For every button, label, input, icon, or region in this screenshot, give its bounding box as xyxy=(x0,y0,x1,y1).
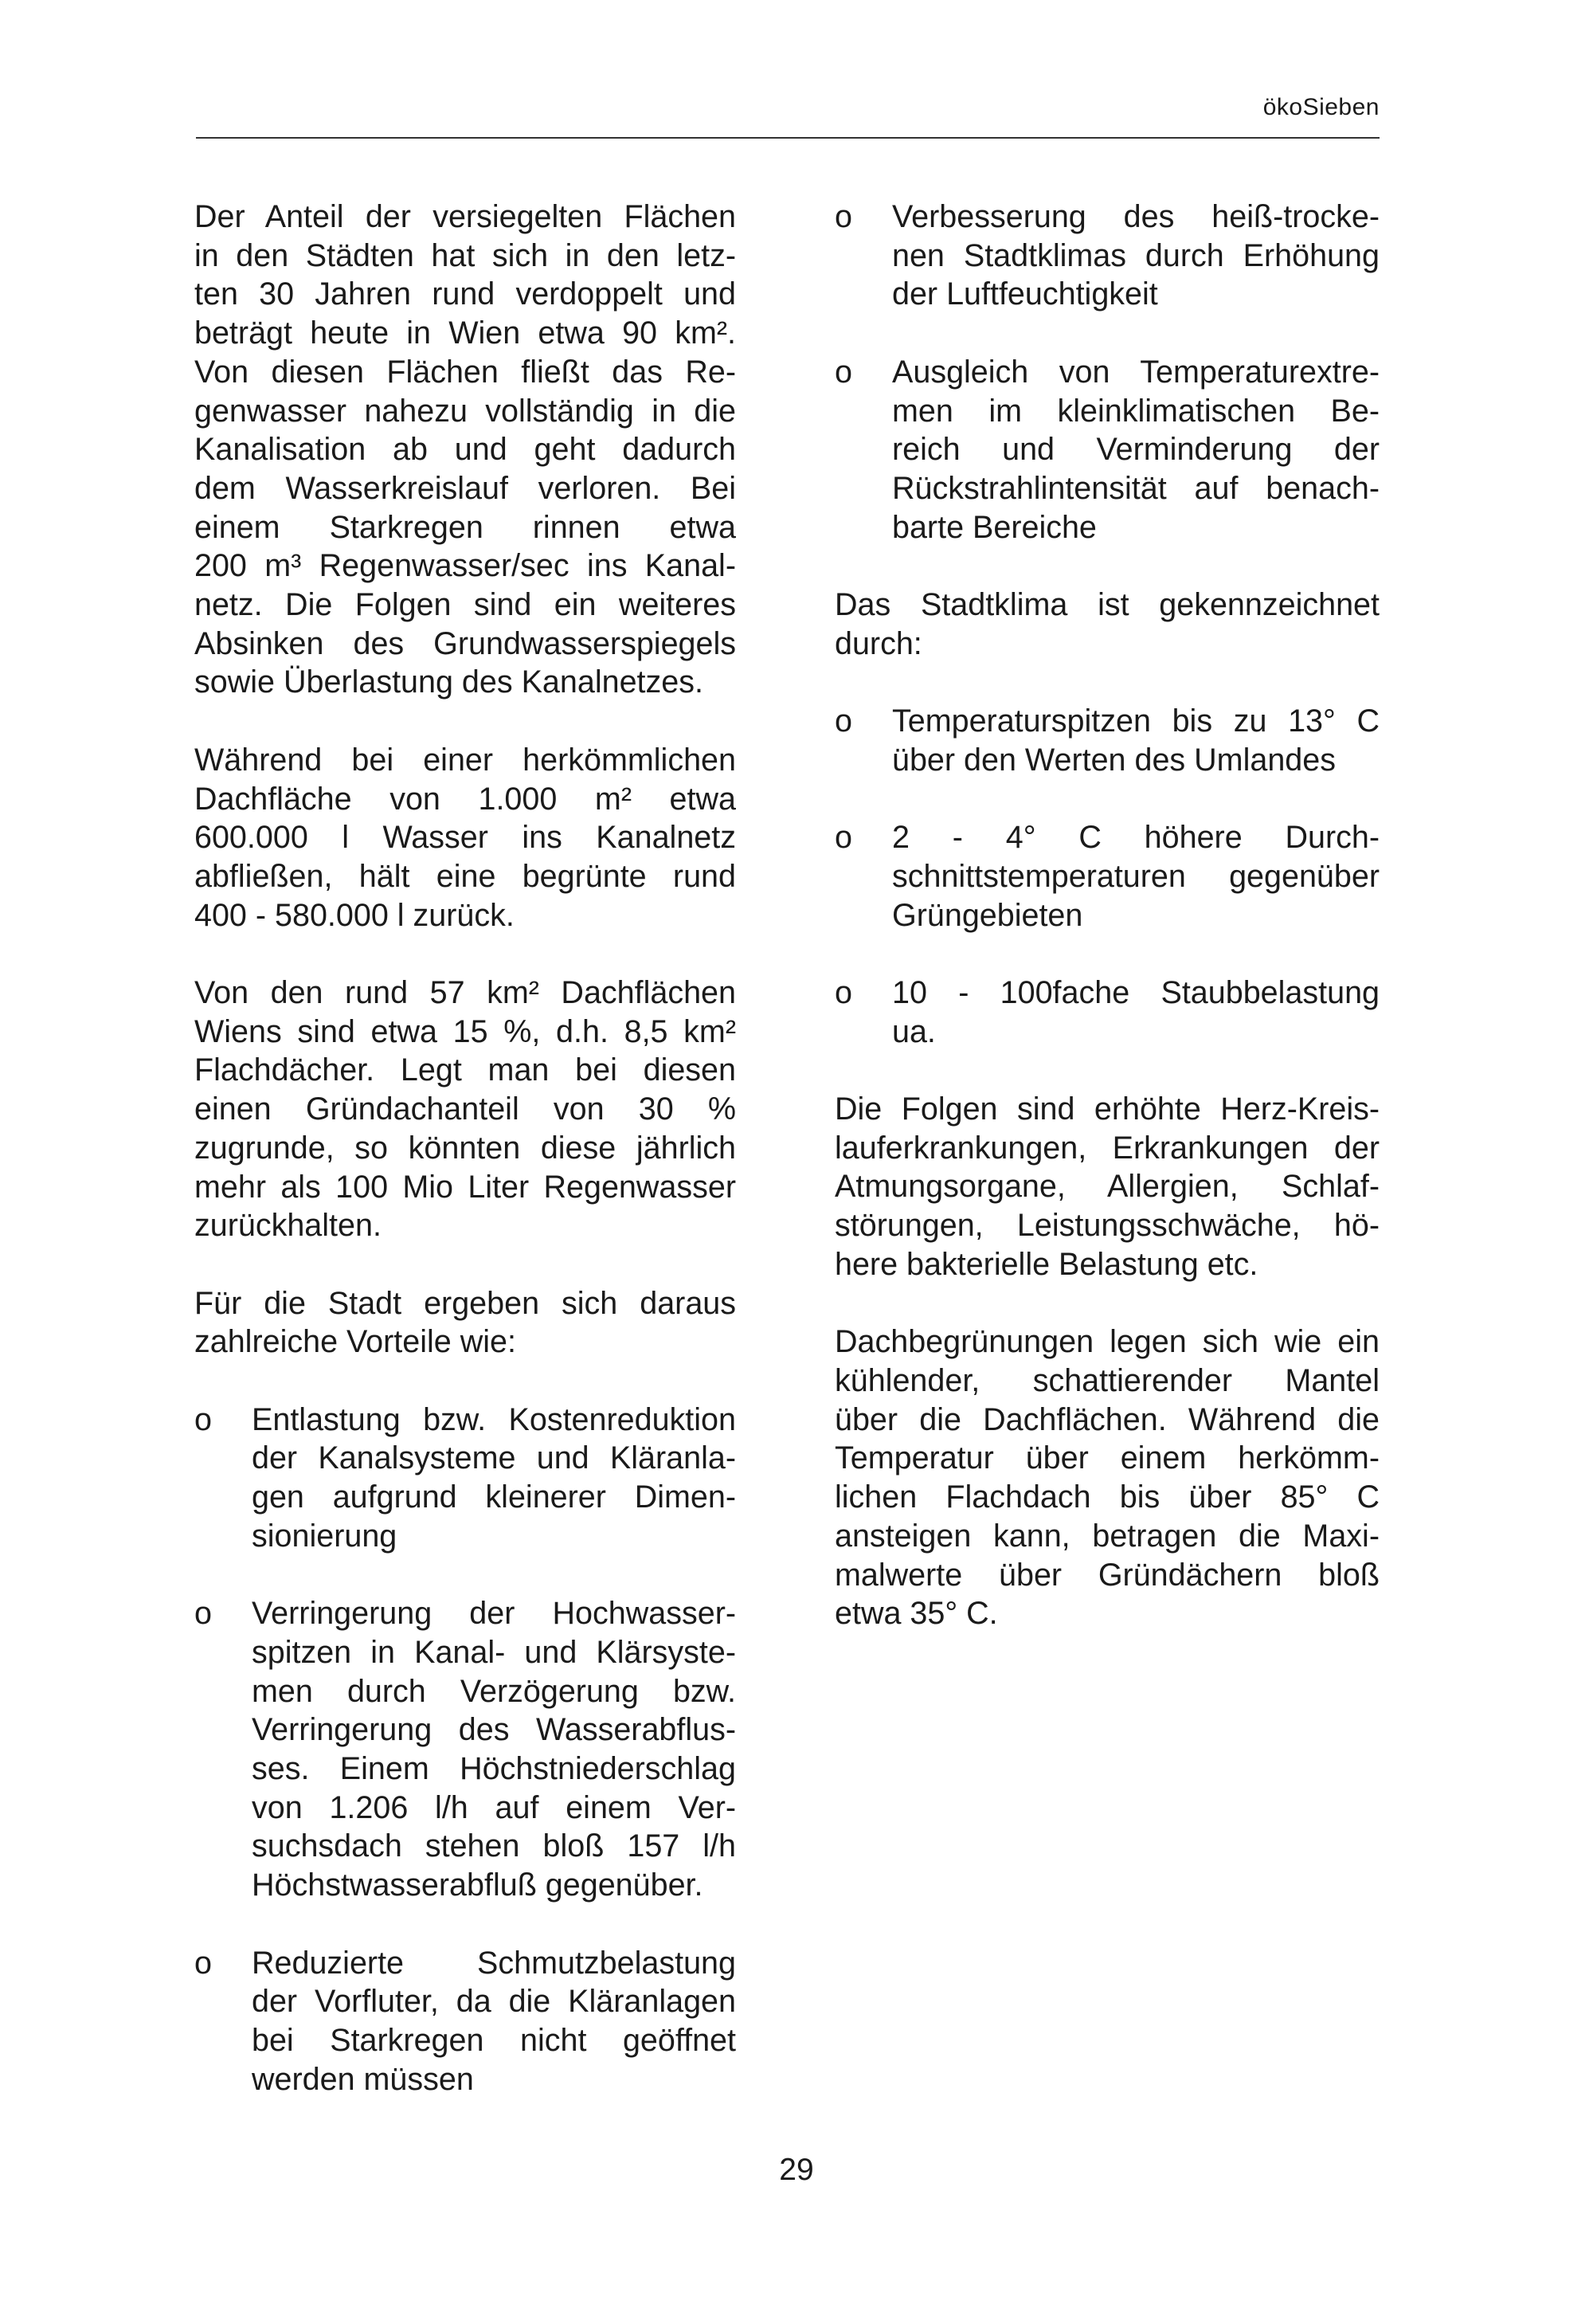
text-line: ten 30 Jahren rund verdoppelt und xyxy=(194,276,736,312)
text-line: Die Folgen sind erhöhte Herz-Kreis- xyxy=(835,1091,1380,1127)
text-line: in den Städten hat sich in den letz- xyxy=(194,237,736,273)
page-header xyxy=(196,80,1380,139)
text-line: Entlastung bzw. Kostenreduktion xyxy=(252,1401,736,1437)
paragraph xyxy=(194,198,736,702)
text-line: Von den rund 57 km² Dachflächen xyxy=(194,975,736,1011)
list-item xyxy=(835,702,1380,779)
text-line: Verbesserung des heiß-trocke- xyxy=(892,199,1380,234)
text-line: ansteigen kann, betragen die Maxi- xyxy=(835,1518,1380,1554)
text-line: Von diesen Flächen fließt das Re- xyxy=(194,354,736,390)
list-item-text xyxy=(892,702,1380,779)
text-line: Das Stadtklima ist gekennzeichnet xyxy=(835,587,1380,622)
text-line: men im kleinklimatischen Be- xyxy=(892,393,1380,429)
text-line: 2 - 4° C höhere Durch- xyxy=(892,820,1380,856)
paragraph xyxy=(194,741,736,935)
list-item xyxy=(835,818,1380,935)
text-line: nen Stadtklimas durch Erhöhung xyxy=(892,237,1380,273)
bullet-marker: o xyxy=(835,820,852,856)
list-item xyxy=(194,1401,736,1556)
list-item-text xyxy=(252,1594,736,1905)
text-line: dem Wasserkreislauf verloren. Bei xyxy=(194,470,736,506)
text-line: barte Bereiche xyxy=(892,509,1097,545)
text-line: lichen Flachdach bis über 85° C xyxy=(835,1479,1380,1515)
text-line: men durch Verzögerung bzw. xyxy=(252,1673,736,1709)
bullet-marker: o xyxy=(194,1401,212,1437)
text-line: etwa 35° C. xyxy=(835,1596,998,1632)
list-item-text xyxy=(252,1944,736,2099)
right-column xyxy=(835,198,1380,1672)
list-item-text xyxy=(892,353,1380,547)
text-line: bei Starkregen nicht geöffnet xyxy=(252,2022,736,2058)
text-line: von 1.206 l/h auf einem Ver- xyxy=(252,1789,736,1825)
list-item-text xyxy=(252,1401,736,1556)
text-line: reich und Verminderung der xyxy=(892,432,1380,468)
text-line: Grüngebieten xyxy=(892,897,1083,933)
text-line: Während bei einer herkömmlichen xyxy=(194,742,736,778)
paragraph xyxy=(835,586,1380,663)
header-title: ökoSieben xyxy=(1262,94,1380,120)
text-line: sowie Überlastung des Kanalnetzes. xyxy=(194,664,703,700)
text-line: der Kanalsysteme und Kläranla- xyxy=(252,1440,736,1476)
list-item xyxy=(835,198,1380,314)
text-line: lauferkrankungen, Erkrankungen der xyxy=(835,1130,1380,1166)
text-line: Dachbegrünungen legen sich wie ein xyxy=(835,1324,1380,1360)
bullet-marker: o xyxy=(194,1945,212,1981)
text-line: abfließen, hält eine begrünte rund xyxy=(194,858,736,894)
text-line: spitzen in Kanal- und Klärsyste- xyxy=(252,1634,736,1670)
bullet-marker: o xyxy=(835,354,852,390)
text-line: gen aufgrund kleinerer Dimen- xyxy=(252,1479,736,1515)
left-column xyxy=(194,198,736,2138)
bullet-list xyxy=(835,198,1380,547)
text-line: werden müssen xyxy=(252,2061,474,2097)
text-line: mehr als 100 Mio Liter Regenwasser xyxy=(194,1169,736,1205)
text-line: ses. Einem Höchstniederschlag xyxy=(252,1751,736,1787)
text-line: schnittstemperaturen gegenüber xyxy=(892,858,1380,894)
text-line: suchsdach stehen bloß 157 l/h xyxy=(252,1828,736,1864)
text-line: Temperatur über einem herkömm- xyxy=(835,1440,1380,1476)
text-line: beträgt heute in Wien etwa 90 km². xyxy=(194,315,736,351)
paragraph xyxy=(835,1090,1380,1284)
text-line: durch: xyxy=(835,625,922,661)
text-line: Verringerung des Wasserabflus- xyxy=(252,1712,736,1748)
page-number: 29 xyxy=(779,2153,814,2187)
text-line: sionierung xyxy=(252,1518,397,1554)
text-line: Höchstwasserabfluß gegenüber. xyxy=(252,1867,703,1903)
text-line: zahlreiche Vorteile wie: xyxy=(194,1324,516,1360)
text-line: einem Starkregen rinnen etwa xyxy=(194,509,736,545)
text-line: zurückhalten. xyxy=(194,1208,382,1244)
list-item xyxy=(194,1944,736,2099)
text-line: 10 - 100fache Staubbelastung xyxy=(892,974,1380,1010)
bullet-marker: o xyxy=(835,974,852,1010)
text-line: über die Dachflächen. Während die xyxy=(835,1401,1380,1437)
text-line: ua. xyxy=(892,1013,936,1049)
text-line: Der Anteil der versiegelten Flächen xyxy=(194,199,736,234)
text-line: störungen, Leistungsschwäche, hö- xyxy=(835,1208,1380,1244)
text-line: 400 - 580.000 l zurück. xyxy=(194,897,515,933)
text-line: genwasser nahezu vollständig in die xyxy=(194,393,736,429)
text-line: Absinken des Grundwasserspiegels xyxy=(194,625,736,661)
list-item xyxy=(835,974,1380,1051)
text-line: der Vorfluter, da die Kläranlagen xyxy=(252,1984,736,2020)
text-line: Verringerung der Hochwasser- xyxy=(252,1596,736,1632)
text-line: 600.000 l Wasser ins Kanalnetz xyxy=(194,820,736,856)
text-line: zugrunde, so könnten diese jährlich xyxy=(194,1130,736,1166)
text-line: Flachdächer. Legt man bei diesen xyxy=(194,1052,736,1088)
bullet-marker: o xyxy=(835,703,852,739)
list-item xyxy=(194,1594,736,1905)
text-line: Dachfläche von 1.000 m² etwa xyxy=(194,781,736,817)
text-line: malwerte über Gründächern bloß xyxy=(835,1557,1380,1593)
text-line: der Luftfeuchtigkeit xyxy=(892,276,1158,312)
bullet-marker: o xyxy=(194,1596,212,1632)
list-item-text xyxy=(892,818,1380,935)
bullet-list xyxy=(194,1401,736,2099)
text-line: Rückstrahlintensität auf benach- xyxy=(892,470,1380,506)
text-line: kühlender, schattierender Mantel xyxy=(835,1362,1380,1398)
text-line: here bakterielle Belastung etc. xyxy=(835,1246,1258,1282)
paragraph xyxy=(835,1323,1380,1633)
text-line: Reduzierte Schmutzbelastung xyxy=(252,1945,736,1981)
list-item xyxy=(835,353,1380,547)
text-line: Wiens sind etwa 15 %, d.h. 8,5 km² xyxy=(194,1013,736,1049)
paragraph xyxy=(194,974,736,1245)
bullet-marker: o xyxy=(835,199,852,234)
list-item-text xyxy=(892,974,1380,1051)
text-line: Temperaturspitzen bis zu 13° C xyxy=(892,703,1380,739)
text-line: über den Werten des Umlandes xyxy=(892,742,1336,778)
text-line: Kanalisation ab und geht dadurch xyxy=(194,432,736,468)
list-item-text xyxy=(892,198,1380,314)
text-line: Atmungsorgane, Allergien, Schlaf- xyxy=(835,1169,1380,1205)
text-line: Ausgleich von Temperaturextre- xyxy=(892,354,1380,390)
text-line: netz. Die Folgen sind ein weiteres xyxy=(194,587,736,623)
bullet-list xyxy=(835,702,1380,1051)
paragraph xyxy=(194,1284,736,1362)
text-line: einen Gründachanteil von 30 % xyxy=(194,1091,736,1127)
text-line: 200 m³ Regenwasser/sec ins Kanal- xyxy=(194,548,736,584)
text-line: Für die Stadt ergeben sich daraus xyxy=(194,1285,736,1321)
